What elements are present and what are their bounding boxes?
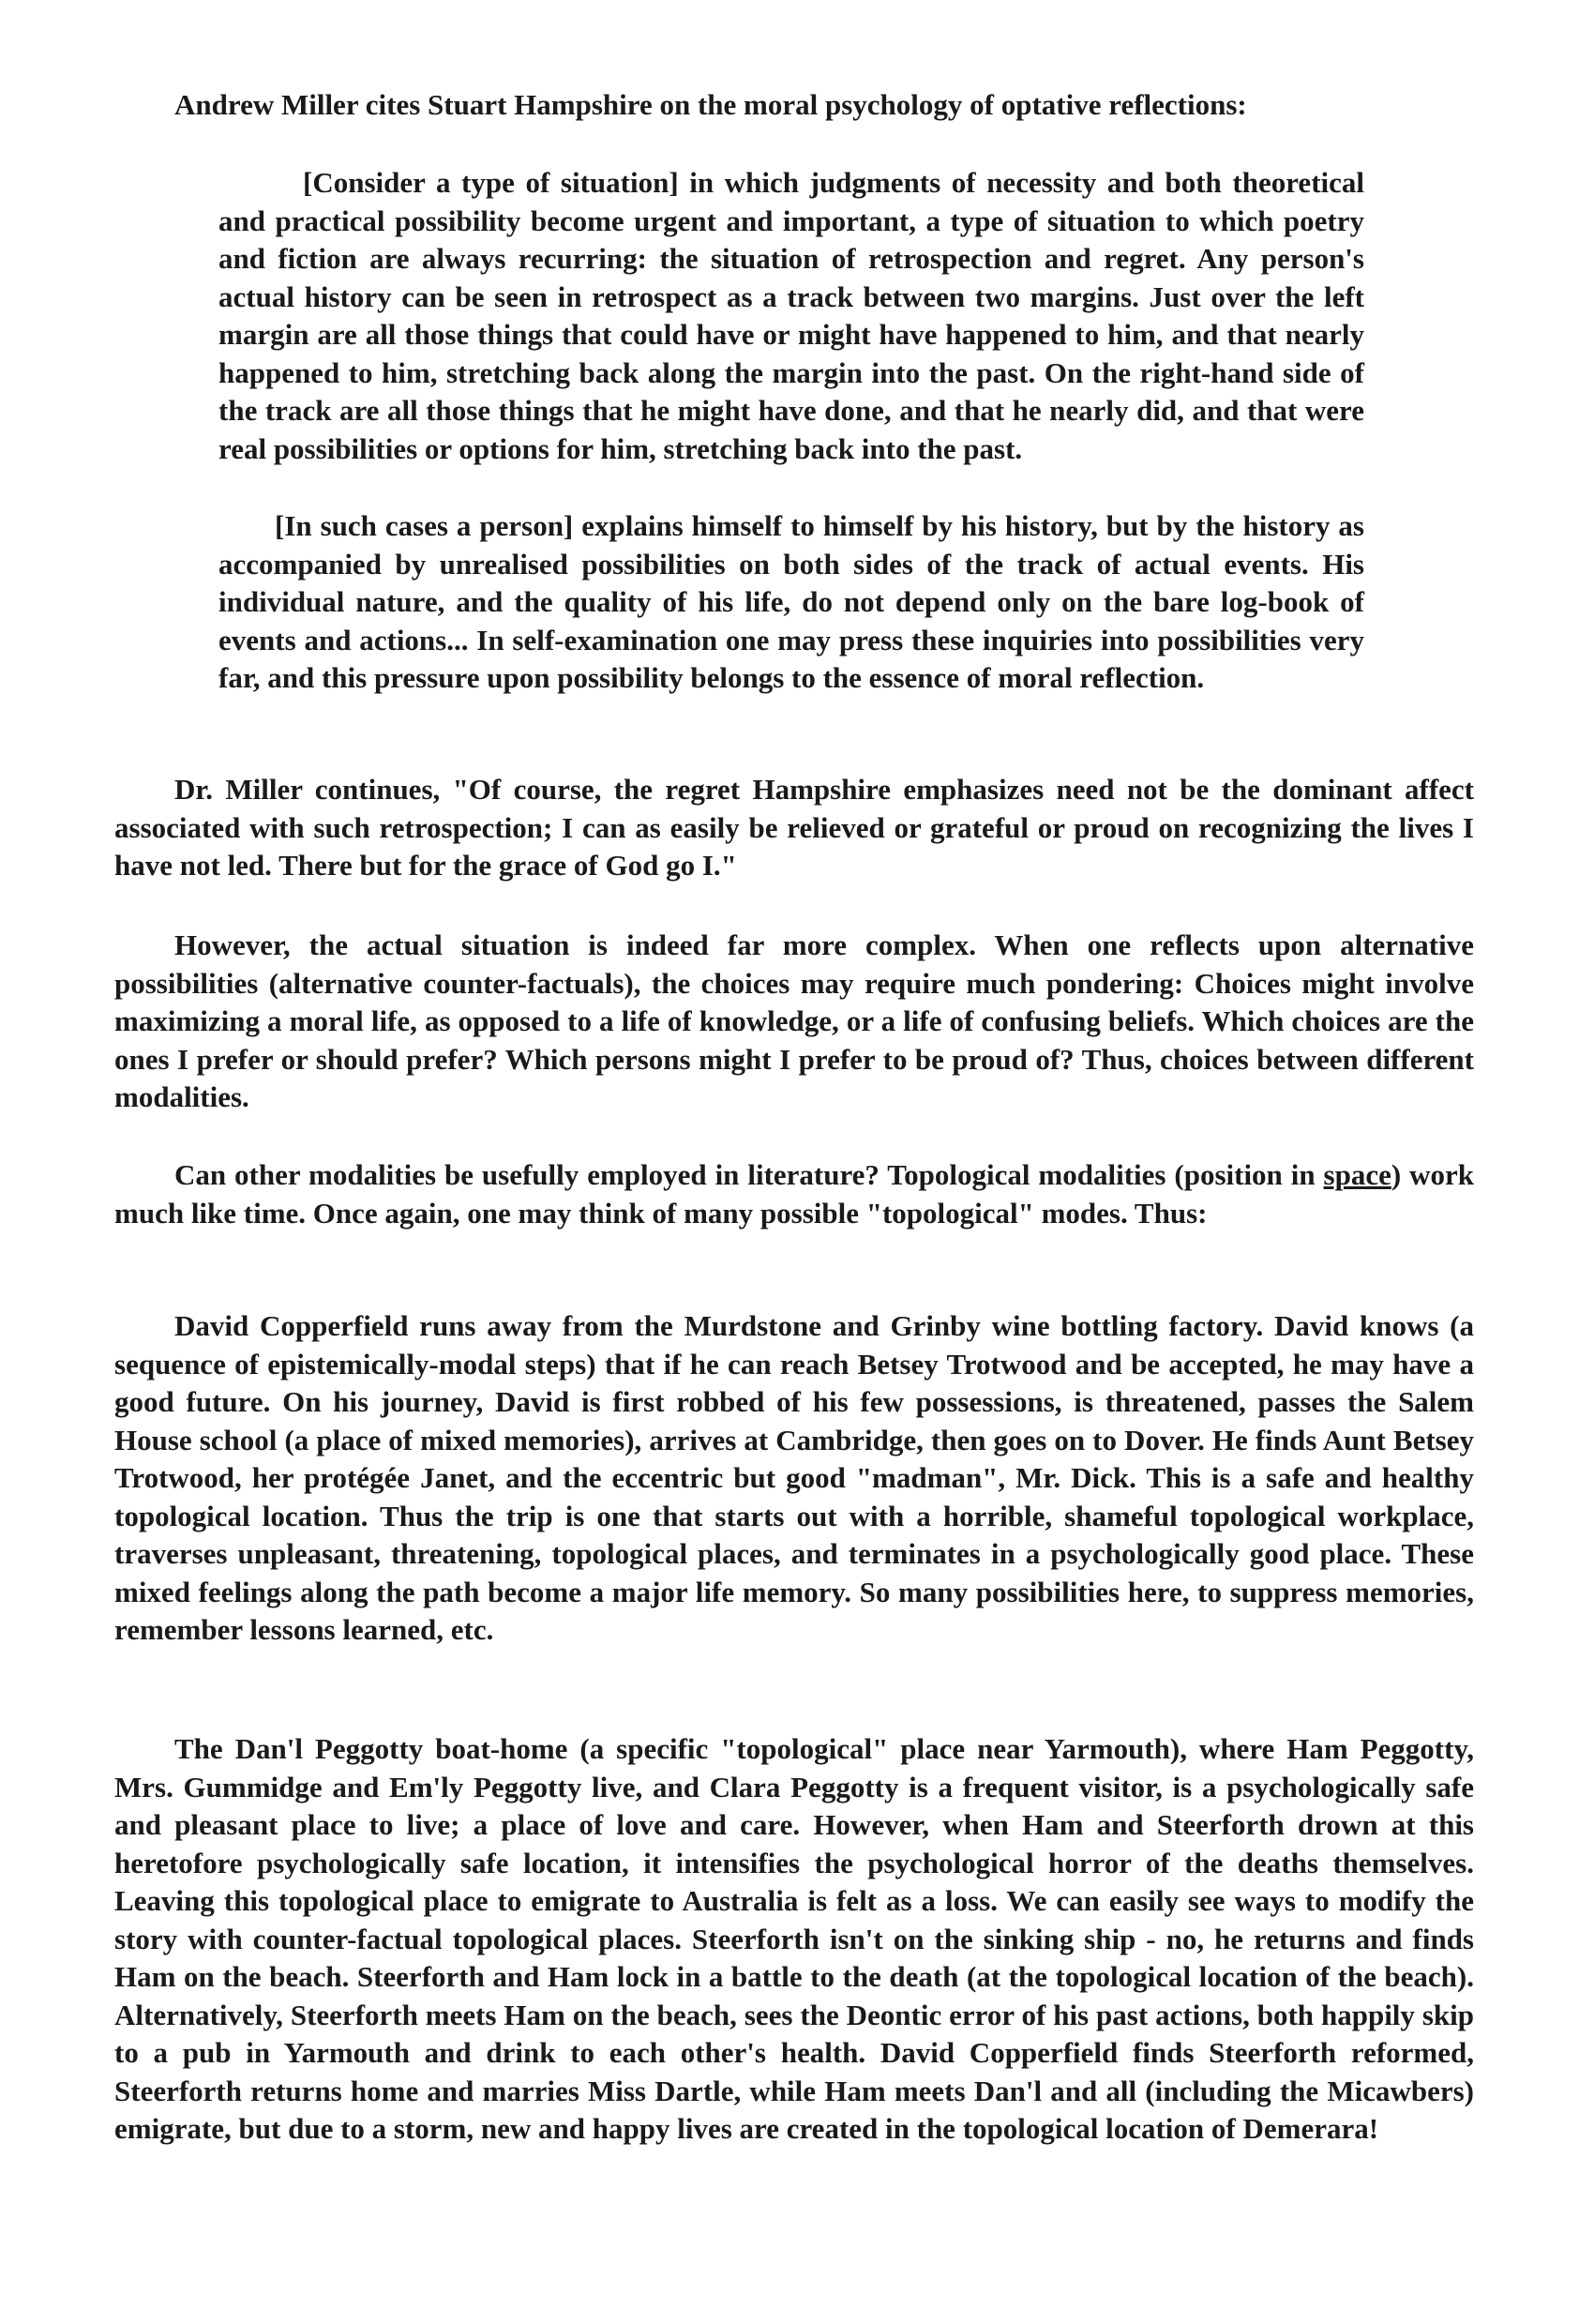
block-quote-paragraph-1: [Consider a type of situation] in which judgments of necessity and both theoretical and practical possibility become urgent and important, a type of situation to which poetry and fiction are always recurring: the situation of retrospection and regret. Any person's actual history can be seen in retrospect as a track between two margins. Just over the left margin are all those things that could have or might have happened to him, and that nearly happened to him, stretching back along the margin into the past. On the right-hand side of the track are all those things that he might have done, and that he nearly did, and that were real possibilities or options for him, stretching back into the past.: [218, 166, 1364, 465]
miller-paragraph: Dr. Miller continues, "Of course, the regret Hampshire emphasizes need not be the dominant affect associated with such retrospection; I can as easily be relieved or grateful or proud on recognizing the lives I have not led. There but for the grace of God go I.": [114, 773, 1474, 882]
modalities-paragraph: [114, 1156, 1474, 1232]
modalities-text-before: Can other modalities be usefully employed in literature? Topological modalities (position in: [174, 1158, 1324, 1191]
however-paragraph: However, the actual situation is indeed far more complex. When one reflects upon alternative possibilities (alternative counter-factuals), the choices may require much pondering: Choices might involve maximizing a moral life, as opposed to a life of knowledge, or a life of confusing beliefs. Which choices are the ones I prefer or should prefer? Which persons might I prefer to be proud of? Thus, choices between different modalities.: [114, 928, 1474, 1113]
intro-paragraph: Andrew Miller cites Stuart Hampshire on the moral psychology of optative reflections:: [174, 88, 1247, 121]
underlined-word-space: space: [1323, 1158, 1391, 1191]
peggotty-paragraph: The Dan'l Peggotty boat-home (a specific "topological" place near Yarmouth), where Ham Peggotty, Mrs. Gummidge and Em'ly Peggotty live, and Clara Peggotty is a frequent visitor, is a psychologically safe and pleasant place to live; a place of love and care. However, when Ham and Steerforth drown at this heretofore psychologically safe location, it intensifies the psychological horror of the deaths themselves. Leaving this topological place to emigrate to Australia is felt as a loss. We can easily see ways to modify the story with counter-factual topological places. Steerforth isn't on the sinking ship - no, he returns and finds Ham on the beach. Steerforth and Ham lock in a battle to the death (at the topological location of the beach). Alternatively, Steerforth meets Ham on the beach, sees the Deontic error of his past actions, both happily skip to a pub in Yarmouth and drink to each other's health. David Copperfield finds Steerforth reformed, Steerforth returns home and marries Miss Dartle, while Ham meets Dan'l and all (including the Micawbers) emigrate, but due to a storm, new and happy lives are created in the topological location of Demerara!: [114, 1732, 1474, 2145]
david-copperfield-paragraph: David Copperfield runs away from the Murdstone and Grinby wine bottling factory. David knows (a sequence of epistemically-modal steps) that if he can reach Betsey Trotwood and be accepted, he may have a good future. On his journey, David is first robbed of his few possessions, is threatened, passes the Salem House school (a place of mixed memories), arrives at Cambridge, then goes on to Dover. He finds Aunt Betsey Trotwood, her protégée Janet, and the eccentric but good "madman", Mr. Dick. This is a safe and healthy topological location. Thus the trip is one that starts out with a horrible, shameful topological workplace, traverses unpleasant, threatening, topological places, and terminates in a psychologically good place. These mixed feelings along the path become a major life memory. So many possibilities here, to suppress memories, remember lessons learned, etc.: [114, 1309, 1474, 1646]
block-quote-paragraph-2: [In such cases a person] explains himself to himself by his history, but by the history as accompanied by unrealised possibilities on both sides of the track of actual events. His individual nature, and the quality of his life, do not depend only on the bare log-book of events and actions... In self-examination one may press these inquiries into possibilities very far, and this pressure upon possibility belongs to the essence of moral reflection.: [218, 509, 1364, 694]
modalities-text-after: ) work much like time. Once again, one may think of many possible "topological" modes. Thus:: [114, 1158, 1474, 1230]
